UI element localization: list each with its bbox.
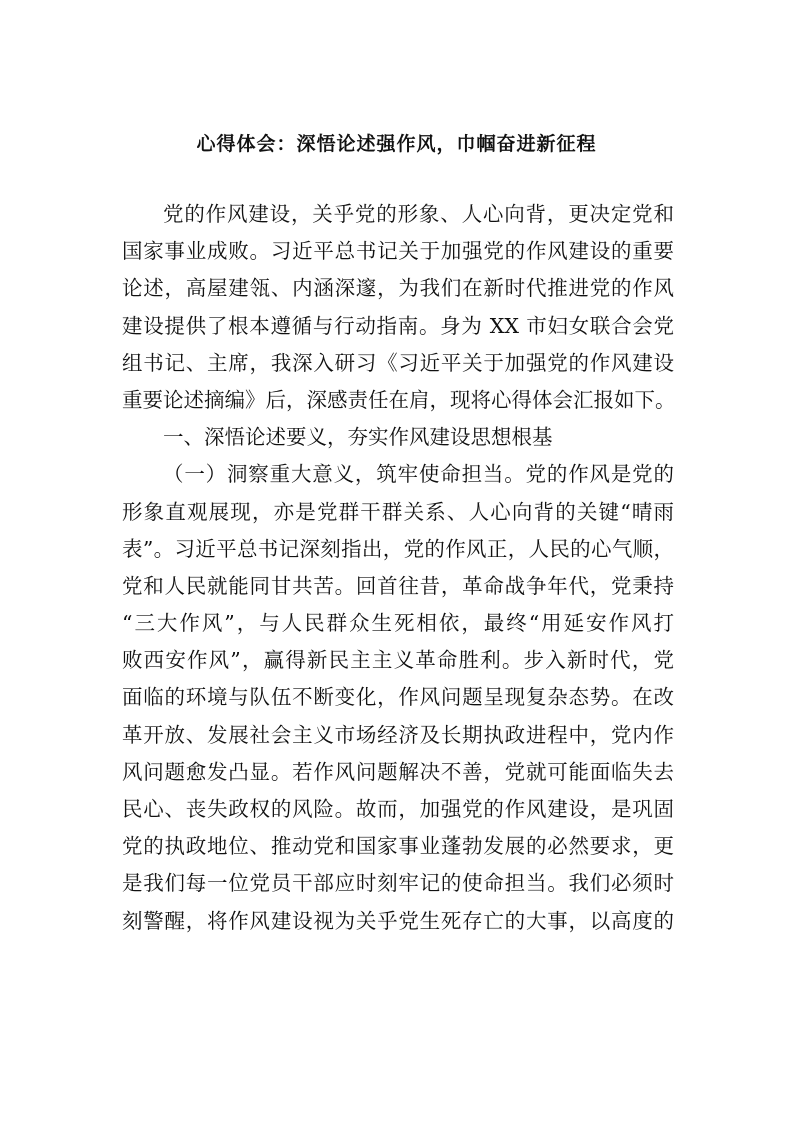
text-line: 党和人民就能同甘共苦。回首往昔，革命战争年代，党秉持	[122, 573, 674, 598]
text-line: 刻警醒，将作风建设视为关乎党生死存亡的大事，以高度的	[122, 908, 674, 933]
text-line: 风问题愈发凸显。若作风问题解决不善，党就可能面临失去	[122, 759, 674, 784]
section-heading: 一、深悟论述要义，夯实作风建设思想根基	[163, 425, 553, 450]
text-line: 重要论述摘编》后，深感责任在肩，现将心得体会汇报如下。	[122, 387, 676, 412]
text-line: 败西安作风”，赢得新民主主义革命胜利。步入新时代，党	[122, 648, 674, 673]
text-line: 面临的环境与队伍不断变化，作风问题呈现复杂态势。在改	[122, 685, 674, 710]
text-line: 建设提供了根本遵循与行动指南。身为 XX 市妇女联合会党	[122, 313, 674, 338]
text-line: 表”。习近平总书记深刻指出，党的作风正，人民的心气顺，	[122, 536, 674, 561]
text-line: 党的执政地位、推动党和国家事业蓬勃发展的必然要求，更	[122, 834, 674, 859]
text-line: 是我们每一位党员干部应时刻牢记的使命担当。我们必须时	[122, 871, 674, 896]
text-line: 论述，高屋建瓴、内涵深邃，为我们在新时代推进党的作风	[122, 276, 674, 301]
document-title: 心得体会：深悟论述强作风，巾帼奋进新征程	[196, 133, 597, 155]
text-line: 党的作风建设，关乎党的形象、人心向背，更决定党和	[163, 202, 674, 226]
text-line: 国家事业成败。习近平总书记关于加强党的作风建设的重要	[122, 239, 674, 264]
text-line: 组书记、主席，我深入研习《习近平关于加强党的作风建设	[122, 350, 674, 375]
text-line: 民心、丧失政权的风险。故而，加强党的作风建设，是巩固	[122, 797, 674, 821]
document-body	[122, 196, 674, 940]
text-line: （一）洞察重大意义，筑牢使命担当。党的作风是党的	[163, 462, 674, 487]
text-line: “三大作风”，与人民群众生死相依，最终“用延安作风打	[122, 611, 674, 636]
text-line: 革开放、发展社会主义市场经济及长期执政进程中，党内作	[122, 722, 674, 747]
text-line: 形象直观展现，亦是党群干群关系、人心向背的关键“晴雨	[122, 499, 674, 524]
